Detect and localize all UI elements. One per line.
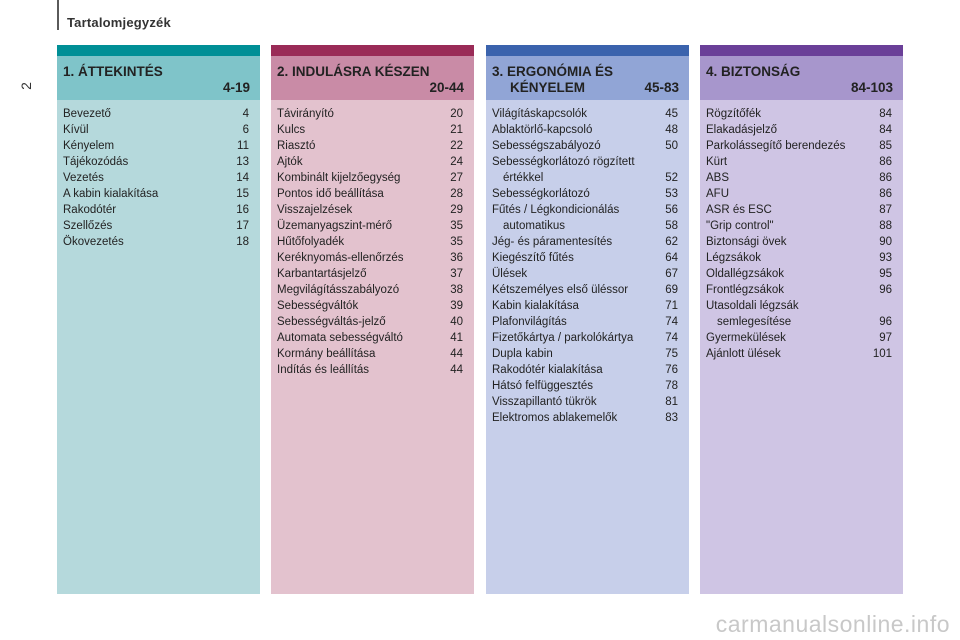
toc-entry[interactable] bbox=[277, 330, 468, 346]
toc-entry-page: 62 bbox=[665, 236, 678, 248]
toc-entry[interactable] bbox=[492, 154, 683, 186]
toc-entry[interactable] bbox=[706, 346, 897, 362]
toc-entry-page: 13 bbox=[236, 156, 249, 168]
toc-entry[interactable] bbox=[277, 282, 468, 298]
toc-entry[interactable] bbox=[492, 362, 683, 378]
toc-entry[interactable] bbox=[706, 234, 897, 250]
toc-entry-page: 18 bbox=[236, 236, 249, 248]
toc-entry-page: 27 bbox=[450, 172, 463, 184]
toc-entry[interactable] bbox=[63, 218, 254, 234]
toc-entry-page: 44 bbox=[450, 364, 463, 376]
toc-entry-page: 97 bbox=[879, 332, 892, 344]
toc-entry-page: 67 bbox=[665, 268, 678, 280]
section-stripe bbox=[271, 45, 474, 56]
toc-entry[interactable] bbox=[492, 106, 683, 122]
toc-entry-page: 96 bbox=[879, 316, 892, 328]
toc-entry-page: 29 bbox=[450, 204, 463, 216]
toc-entry-title: Hűtőfolyadék bbox=[277, 236, 345, 248]
section-stripe bbox=[700, 45, 903, 56]
toc-entry[interactable] bbox=[277, 106, 468, 122]
toc-entry[interactable] bbox=[706, 202, 897, 218]
toc-entry-page: 74 bbox=[665, 316, 678, 328]
toc-entry-title: Kombinált kijelzőegység bbox=[277, 172, 401, 184]
toc-entry-page: 85 bbox=[879, 140, 892, 152]
section-title: 1. ÁTTEKINTÉS bbox=[63, 64, 163, 79]
toc-entry[interactable] bbox=[706, 250, 897, 266]
toc-entry-title: Hátsó felfüggesztés bbox=[492, 380, 594, 392]
section-column-ready-to-go bbox=[271, 45, 474, 594]
toc-entry-page: 17 bbox=[236, 220, 249, 232]
section-stripe bbox=[57, 45, 260, 56]
toc-entry-page: 35 bbox=[450, 236, 463, 248]
toc-entry-page: 6 bbox=[242, 124, 249, 136]
toc-entry-title: Világításkapcsolók bbox=[492, 108, 588, 120]
toc-entry-title: Indítás és leállítás bbox=[277, 364, 370, 376]
toc-entry-page: 84 bbox=[879, 108, 892, 120]
toc-entry[interactable] bbox=[277, 250, 468, 266]
toc-entry-title: Szellőzés bbox=[63, 220, 113, 232]
toc-entry-title: Tájékozódás bbox=[63, 156, 129, 168]
toc-entry[interactable] bbox=[706, 186, 897, 202]
toc-entry-title: Üzemanyagszint-mérő bbox=[277, 220, 393, 232]
toc-entry-title: Gyermekülések bbox=[706, 332, 786, 344]
toc-entry-page: 39 bbox=[450, 300, 463, 312]
toc-entry-title: Visszajelzések bbox=[277, 204, 353, 216]
toc-entry-title: Plafonvilágítás bbox=[492, 316, 567, 328]
toc-entry-title: A kabin kialakítása bbox=[63, 188, 159, 200]
toc-entry-page: 58 bbox=[665, 220, 678, 232]
toc-entry-page: 83 bbox=[665, 412, 678, 424]
toc-entry[interactable] bbox=[492, 250, 683, 266]
toc-entry[interactable] bbox=[492, 378, 683, 394]
toc-entry[interactable] bbox=[277, 202, 468, 218]
toc-entry[interactable] bbox=[492, 314, 683, 330]
toc-entry-title: Keréknyomás-ellenőrzés bbox=[277, 252, 404, 264]
toc-entry-page: 56 bbox=[665, 204, 678, 216]
toc-entry-page: 15 bbox=[236, 188, 249, 200]
toc-entry[interactable] bbox=[277, 218, 468, 234]
toc-entry-page: 24 bbox=[450, 156, 463, 168]
toc-entry-title: Parkolássegítő berendezés bbox=[706, 140, 846, 152]
toc-entry[interactable] bbox=[492, 330, 683, 346]
section-entries bbox=[700, 100, 903, 594]
toc-entry[interactable] bbox=[63, 138, 254, 154]
toc-entry-page: 74 bbox=[665, 332, 678, 344]
toc-entry[interactable] bbox=[492, 202, 683, 218]
toc-entry-page: 48 bbox=[665, 124, 678, 136]
toc-entry-title: Elakadásjelző bbox=[706, 124, 777, 136]
document-title: Tartalomjegyzék bbox=[67, 15, 171, 30]
toc-entry-page: 37 bbox=[450, 268, 463, 280]
toc-entry-title: Távirányító bbox=[277, 108, 334, 120]
section-header[interactable] bbox=[486, 56, 689, 100]
toc-entry-page: 16 bbox=[236, 204, 249, 216]
toc-entry-page: 28 bbox=[450, 188, 463, 200]
toc-entry[interactable] bbox=[492, 346, 683, 362]
toc-entry[interactable] bbox=[492, 394, 683, 410]
toc-entry-title: Ülések bbox=[492, 268, 528, 280]
toc-entry-title-continued: értékkel bbox=[503, 172, 544, 184]
toc-entry[interactable] bbox=[63, 170, 254, 186]
toc-entry-title: Bevezető bbox=[63, 108, 111, 120]
toc-entry-title: Rögzítőfék bbox=[706, 108, 761, 120]
toc-entry[interactable] bbox=[706, 330, 897, 346]
toc-entry-title: Frontlégzsákok bbox=[706, 284, 784, 296]
toc-entry-title: Ablaktörlő-kapcsoló bbox=[492, 124, 593, 136]
section-page-range: 84-103 bbox=[850, 80, 893, 95]
toc-entry[interactable] bbox=[706, 266, 897, 282]
toc-entry-page: 38 bbox=[450, 284, 463, 296]
toc-entry[interactable] bbox=[706, 298, 897, 330]
toc-entry[interactable] bbox=[277, 314, 468, 330]
toc-entry[interactable] bbox=[492, 218, 683, 234]
toc-entry-title: Utasoldali légzsák bbox=[706, 300, 799, 312]
toc-entry-title: Légzsákok bbox=[706, 252, 761, 264]
section-header[interactable] bbox=[700, 56, 903, 100]
toc-entry-page: 84 bbox=[879, 124, 892, 136]
toc-entry-title: Rakodótér kialakítása bbox=[492, 364, 603, 376]
toc-entry-title: Ajánlott ülések bbox=[706, 348, 781, 360]
section-column-ergonomics bbox=[486, 45, 689, 594]
toc-entry-page: 86 bbox=[879, 188, 892, 200]
toc-entry[interactable] bbox=[492, 138, 683, 154]
section-page-range: 20-44 bbox=[429, 80, 464, 95]
section-header[interactable] bbox=[57, 56, 260, 100]
page-number: 2 bbox=[17, 82, 34, 90]
toc-entry-title: Elektromos ablakemelők bbox=[492, 412, 618, 424]
toc-entry[interactable] bbox=[277, 138, 468, 154]
section-stripe bbox=[486, 45, 689, 56]
toc-entry-page: 11 bbox=[237, 140, 249, 152]
toc-entry-title: Vezetés bbox=[63, 172, 104, 184]
toc-entry-page: 64 bbox=[665, 252, 678, 264]
section-page-range: 45-83 bbox=[644, 80, 679, 95]
toc-entry-title: ABS bbox=[706, 172, 730, 184]
section-column-safety bbox=[700, 45, 903, 594]
toc-entry-title-continued: automatikus bbox=[503, 220, 566, 232]
toc-entry-page: 96 bbox=[879, 284, 892, 296]
toc-entry-title: AFU bbox=[706, 188, 729, 200]
toc-entry[interactable] bbox=[277, 154, 468, 170]
toc-entry-title: Ajtók bbox=[277, 156, 303, 168]
toc-entry[interactable] bbox=[277, 298, 468, 314]
section-title-line2: KÉNYELEM bbox=[510, 80, 586, 95]
section-title: 4. BIZTONSÁG bbox=[706, 64, 801, 79]
toc-entry-page: 75 bbox=[665, 348, 678, 360]
toc-entry[interactable] bbox=[63, 122, 254, 138]
section-page-range: 4-19 bbox=[222, 80, 250, 95]
toc-entry-title: Oldallégzsákok bbox=[706, 268, 784, 280]
toc-entry-page: 69 bbox=[665, 284, 678, 296]
toc-entry-page: 76 bbox=[665, 364, 678, 376]
toc-entry-page: 88 bbox=[879, 220, 892, 232]
toc-entry-page: 40 bbox=[450, 316, 463, 328]
watermark: carmanualsonline.info bbox=[715, 611, 950, 637]
toc-entry-page: 53 bbox=[665, 188, 678, 200]
toc-entry-page: 20 bbox=[450, 108, 463, 120]
toc-entry-title: Jég- és páramentesítés bbox=[492, 236, 613, 248]
toc-entry-page: 50 bbox=[665, 140, 678, 152]
toc-entry-title-continued: semlegesítése bbox=[717, 316, 792, 328]
toc-entry-title: Dupla kabin bbox=[492, 348, 553, 360]
toc-entry-page: 86 bbox=[879, 172, 892, 184]
toc-entry-title: "Grip control" bbox=[706, 220, 774, 232]
toc-entry-title: Kétszemélyes első üléssor bbox=[492, 284, 629, 296]
toc-entry-title: Rakodótér bbox=[63, 204, 117, 216]
toc-entry[interactable] bbox=[277, 362, 468, 378]
toc-entry-page: 95 bbox=[879, 268, 892, 280]
toc-entry[interactable] bbox=[492, 186, 683, 202]
toc-entry[interactable] bbox=[706, 106, 897, 122]
toc-entry[interactable] bbox=[277, 186, 468, 202]
toc-entry-title: Biztonsági övek bbox=[706, 236, 787, 248]
toc-entry[interactable] bbox=[706, 154, 897, 170]
toc-entry[interactable] bbox=[277, 170, 468, 186]
section-title: 3. ERGONÓMIA ÉS bbox=[492, 64, 614, 79]
toc-entry-title: Kényelem bbox=[63, 140, 115, 152]
toc-entry[interactable] bbox=[492, 410, 683, 426]
toc-entry-page: 87 bbox=[879, 204, 892, 216]
toc-entry-page: 86 bbox=[879, 156, 892, 168]
toc-entry-title: Ökovezetés bbox=[63, 236, 124, 248]
toc-entry[interactable] bbox=[277, 346, 468, 362]
toc-entry[interactable] bbox=[706, 218, 897, 234]
toc-entry-page: 36 bbox=[450, 252, 463, 264]
toc-entry-page: 71 bbox=[665, 300, 678, 312]
toc-entry-title: Riasztó bbox=[277, 140, 316, 152]
toc-entry-title: Sebességváltók bbox=[277, 300, 359, 312]
section-header[interactable] bbox=[271, 56, 474, 100]
section-column-overview bbox=[57, 45, 260, 594]
toc-entry-title: ASR és ESC bbox=[706, 204, 772, 216]
toc-entry-page: 14 bbox=[236, 172, 249, 184]
toc-entry[interactable] bbox=[706, 122, 897, 138]
toc-entry-title: Karbantartásjelző bbox=[277, 268, 367, 280]
toc-entry-page: 78 bbox=[665, 380, 678, 392]
toc-entry-title: Fűtés / Légkondicionálás bbox=[492, 204, 620, 216]
toc-entry-page: 4 bbox=[242, 108, 249, 120]
toc-entry-page: 22 bbox=[450, 140, 463, 152]
toc-entry-title: Sebességkorlátozó bbox=[492, 188, 590, 200]
section-entries bbox=[57, 100, 260, 594]
toc-entry-title: Kiegészítő fűtés bbox=[492, 252, 574, 264]
toc-entry-title: Kabin kialakítása bbox=[492, 300, 579, 312]
toc-entry-title: Kürt bbox=[706, 156, 728, 168]
toc-entry-title: Sebességkorlátozó rögzített bbox=[492, 156, 635, 168]
toc-entry[interactable] bbox=[706, 282, 897, 298]
section-entries bbox=[271, 100, 474, 594]
toc-entry[interactable] bbox=[277, 122, 468, 138]
toc-entry-page: 41 bbox=[450, 332, 463, 344]
toc-entry[interactable] bbox=[63, 154, 254, 170]
toc-entry[interactable] bbox=[706, 170, 897, 186]
toc-entry-page: 52 bbox=[665, 172, 678, 184]
toc-entry-page: 90 bbox=[879, 236, 892, 248]
toc-entry-page: 101 bbox=[872, 348, 892, 360]
section-entries bbox=[486, 100, 689, 594]
toc-entry-page: 81 bbox=[665, 396, 678, 408]
section-title: 2. INDULÁSRA KÉSZEN bbox=[277, 64, 430, 79]
toc-entry[interactable] bbox=[492, 266, 683, 282]
toc-entry-title: Kívül bbox=[63, 124, 89, 136]
toc-entry-title: Kormány beállítása bbox=[277, 348, 376, 360]
toc-entry-title: Fizetőkártya / parkolókártya bbox=[492, 332, 634, 344]
toc-entry-title: Pontos idő beállítása bbox=[277, 188, 384, 200]
toc-entry[interactable] bbox=[492, 298, 683, 314]
toc-entry[interactable] bbox=[63, 234, 254, 250]
toc-entry-title: Sebességváltás-jelző bbox=[277, 316, 386, 328]
toc-entry-page: 21 bbox=[450, 124, 463, 136]
toc-entry-title: Automata sebességváltó bbox=[277, 332, 403, 344]
toc-entry[interactable] bbox=[492, 122, 683, 138]
header-rule bbox=[57, 0, 59, 30]
toc-entry[interactable] bbox=[277, 266, 468, 282]
toc-entry-title: Visszapillantó tükrök bbox=[492, 396, 597, 408]
toc-entry[interactable] bbox=[63, 202, 254, 218]
toc-entry[interactable] bbox=[63, 186, 254, 202]
toc-entry-title: Megvilágításszabályozó bbox=[277, 284, 400, 296]
toc-entry-page: 93 bbox=[879, 252, 892, 264]
toc-entry-page: 45 bbox=[665, 108, 678, 120]
toc-entry[interactable] bbox=[277, 234, 468, 250]
toc-entry[interactable] bbox=[492, 282, 683, 298]
toc-entry[interactable] bbox=[63, 106, 254, 122]
toc-entry-title: Kulcs bbox=[277, 124, 306, 136]
toc-entry[interactable] bbox=[706, 138, 897, 154]
toc-entry-page: 44 bbox=[450, 348, 463, 360]
toc-entry-title: Sebességszabályozó bbox=[492, 140, 601, 152]
toc-entry-page: 35 bbox=[450, 220, 463, 232]
toc-entry[interactable] bbox=[492, 234, 683, 250]
